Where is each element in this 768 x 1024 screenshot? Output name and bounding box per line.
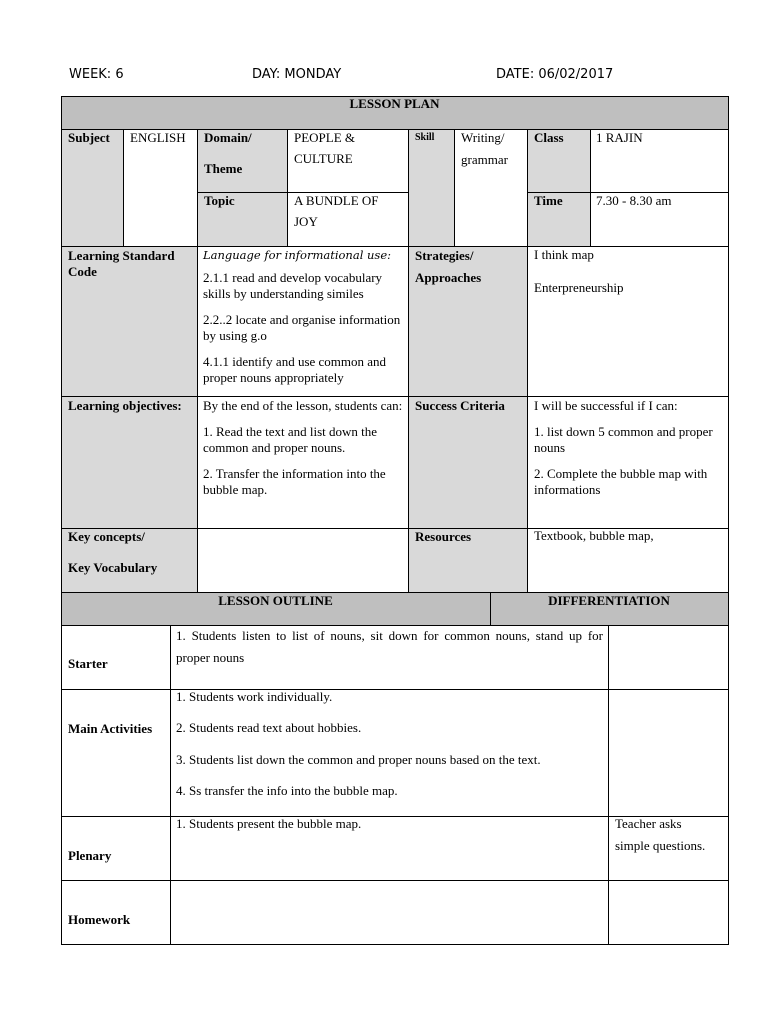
- homework-label: Homework: [68, 912, 131, 927]
- skill-label: Skill: [415, 132, 435, 143]
- main-activity-item: 4. Ss transfer the info into the bubble map.: [176, 783, 398, 798]
- topic-label: Topic: [204, 193, 235, 208]
- subject-label: Subject: [68, 130, 110, 145]
- objective-item: 1. Read the text and list down the common and proper nouns.: [203, 424, 378, 455]
- main-activity-item: 3. Students list down the common and proper nouns based on the text.: [176, 752, 541, 767]
- objective-item: By the end of the lesson, students can:: [203, 398, 403, 413]
- strategies-label-line-1: Strategies/: [415, 248, 474, 263]
- subject-value: ENGLISH: [130, 130, 186, 145]
- key-vocabulary-label: Key Vocabulary: [68, 560, 158, 575]
- lesson-plan-title: LESSON PLAN: [349, 96, 440, 111]
- success-item: 2. Complete the bubble map with informations: [534, 466, 708, 497]
- resources-label: Resources: [415, 529, 472, 544]
- strategies-item: I think map: [534, 247, 594, 262]
- time-value: 7.30 - 8.30 am: [596, 193, 672, 208]
- day-label: DAY: MONDAY: [252, 67, 342, 82]
- skill-value-line-1: Writing/: [461, 130, 505, 145]
- learning-standard-item: 2.1.1 read and develop vocabulary skills by understanding similes: [203, 270, 383, 301]
- strategies-item: Enterpreneurship: [534, 280, 624, 295]
- main-activity-item: 2. Students read text about hobbies.: [176, 720, 362, 735]
- lesson-outline-title: LESSON OUTLINE: [218, 593, 333, 608]
- strategies-label-line-2: Approaches: [415, 270, 482, 285]
- starter-label: Starter: [68, 656, 108, 671]
- skill-label-bg: [408, 129, 454, 246]
- starter-text: 1. Students listen to list of nouns, sit down for common nouns, stand up for proper nouns: [176, 628, 603, 665]
- plenary-differentiation-line-1: Teacher asks: [615, 816, 682, 831]
- domain-value-line-2: CULTURE: [294, 151, 353, 166]
- domain-label: Domain/: [204, 130, 252, 145]
- class-value: 1 RAJIN: [596, 130, 643, 145]
- resources-value: Textbook, bubble map,: [534, 528, 654, 543]
- domain-value-line-1: PEOPLE &: [294, 130, 356, 145]
- learning-objectives-label: Learning objectives:: [68, 398, 182, 413]
- domain-topic-label-bg: [197, 129, 287, 246]
- success-item: 1. list down 5 common and proper nouns: [534, 424, 713, 455]
- topic-value-line-2: JOY: [294, 214, 318, 229]
- success-criteria-label: Success Criteria: [415, 398, 505, 413]
- key-concepts-label: Key concepts/: [68, 529, 145, 544]
- plenary-differentiation-line-2: simple questions.: [615, 838, 706, 853]
- plenary-label: Plenary: [68, 848, 112, 863]
- subject-label-bg: [61, 129, 123, 246]
- success-item: I will be successful if I can:: [534, 398, 678, 413]
- learning-standard-label-line-1: Learning Standard: [68, 248, 175, 263]
- date-label: DATE: 06/02/2017: [496, 67, 614, 82]
- learning-standard-item: 4.1.1 identify and use common and proper nouns appropriately: [203, 354, 387, 385]
- main-activity-item: 1. Students work individually.: [176, 689, 333, 704]
- learning-standard-label-line-2: Code: [68, 264, 97, 279]
- success-criteria-content: [534, 398, 724, 498]
- topic-value-line-1: A BUNDLE OF: [294, 193, 379, 208]
- learning-standard-item: 2.2..2 locate and organise information by using g.o: [203, 312, 401, 343]
- learning-objectives-content: [203, 398, 403, 498]
- plenary-text: 1. Students present the bubble map.: [176, 816, 362, 831]
- skill-value-line-2: grammar: [461, 152, 508, 167]
- theme-label: Theme: [204, 161, 243, 176]
- objective-item: 2. Transfer the information into the bubble map.: [203, 466, 386, 497]
- learning-standard-content: [203, 247, 403, 386]
- week-label: WEEK: 6: [69, 67, 124, 82]
- class-time-label-bg: [527, 129, 590, 246]
- main-activities-label: Main Activities: [68, 721, 153, 736]
- differentiation-title: DIFFERENTIATION: [548, 593, 670, 608]
- time-label: Time: [534, 193, 563, 208]
- learning-standard-intro: Language for informational use:: [203, 248, 392, 262]
- class-label: Class: [534, 130, 564, 145]
